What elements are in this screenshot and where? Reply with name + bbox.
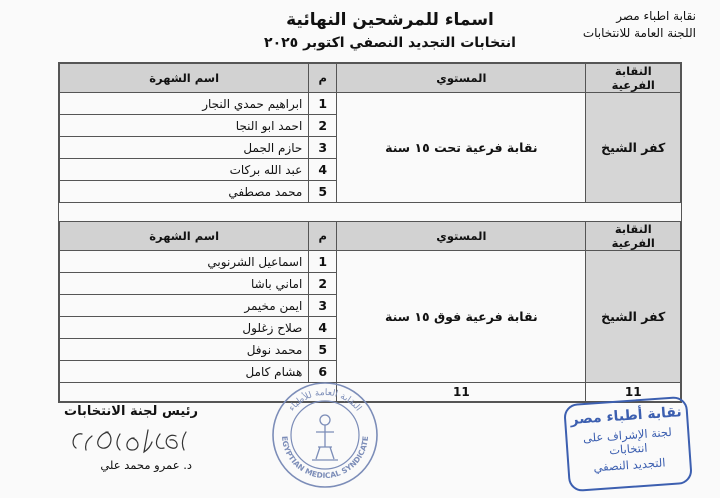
candidate-name: حازم الجمل — [60, 137, 309, 159]
table-header-row — [60, 222, 681, 251]
candidate-name: صلاح زغلول — [60, 317, 309, 339]
organization-header — [583, 8, 696, 42]
handwritten-signature — [64, 424, 194, 458]
total-branch: 11 — [586, 383, 681, 402]
row-number: 2 — [309, 115, 337, 137]
level-cell: نقابة فرعية تحت ١٥ سنة — [337, 93, 586, 203]
row-number: 6 — [309, 361, 337, 383]
column-header-name: اسم الشهرة — [60, 222, 309, 251]
candidate-name: اماني باشا — [60, 273, 309, 295]
candidate-name: محمد مصطفي — [60, 181, 309, 203]
candidates-sheet — [58, 62, 682, 403]
column-header-level: المستوي — [337, 64, 586, 93]
column-header-num: م — [309, 222, 337, 251]
column-header-level: المستوي — [337, 222, 586, 251]
signer-name: د. عمرو محمد علي — [100, 458, 192, 472]
column-header-branch: النقابة الفرعية — [586, 222, 681, 251]
svg-text:EGYPTIAN MEDICAL SYNDICATE: EGYPTIAN MEDICAL SYNDICATE — [279, 435, 371, 481]
page-title: اسماء للمرشحين النهائية — [286, 10, 494, 30]
committee-name: اللجنة العامة للانتخابات — [582, 26, 696, 40]
row-number: 3 — [309, 137, 337, 159]
page-subtitle: انتخابات التجديد النصفي اكتوبر ٢٠٢٥ — [264, 35, 516, 51]
row-number: 5 — [309, 181, 337, 203]
candidates-table — [59, 63, 681, 402]
table-row — [60, 251, 681, 273]
row-number: 2 — [309, 273, 337, 295]
row-number: 4 — [309, 317, 337, 339]
total-level: 11 — [337, 383, 586, 402]
signature-title: رئيس لجنة الانتخابات — [64, 404, 198, 419]
candidate-name: محمد نوفل — [60, 339, 309, 361]
branch-cell: كفر الشيخ — [586, 93, 681, 203]
column-header-name: اسم الشهرة — [60, 64, 309, 93]
stamp-line-2: لجنة الإشراف على انتخابات — [582, 424, 673, 458]
column-header-branch: النقابة الفرعية — [586, 64, 681, 93]
committee-stamp-icon — [563, 396, 693, 492]
row-number: 4 — [309, 159, 337, 181]
candidate-name: عبد الله بركات — [60, 159, 309, 181]
svg-text:النقابة العامة للأطباء: النقابة العامة للأطباء — [287, 387, 363, 414]
row-number: 5 — [309, 339, 337, 361]
candidate-name: احمد ابو النجا — [60, 115, 309, 137]
stamp-line-3: التجديد النصفي — [593, 455, 666, 475]
syndicate-seal-icon — [270, 380, 380, 490]
candidate-name: هشام كامل — [60, 361, 309, 383]
stamp-line-1: نقابة أطباء مصر — [569, 404, 683, 428]
candidate-name: ايمن مخيمر — [60, 295, 309, 317]
row-number: 1 — [309, 251, 337, 273]
candidate-name: ابراهيم حمدي النجار — [60, 93, 309, 115]
level-cell: نقابة فرعية فوق ١٥ سنة — [337, 251, 586, 383]
document-heading — [250, 8, 530, 54]
row-number: 1 — [309, 93, 337, 115]
section-gap — [60, 203, 681, 222]
row-number: 3 — [309, 295, 337, 317]
org-name: نقابة اطباء مصر — [616, 9, 696, 23]
candidate-name: اسماعيل الشرنوبي — [60, 251, 309, 273]
column-header-num: م — [309, 64, 337, 93]
branch-cell: كفر الشيخ — [586, 251, 681, 383]
table-header-row — [60, 64, 681, 93]
table-row — [60, 93, 681, 115]
